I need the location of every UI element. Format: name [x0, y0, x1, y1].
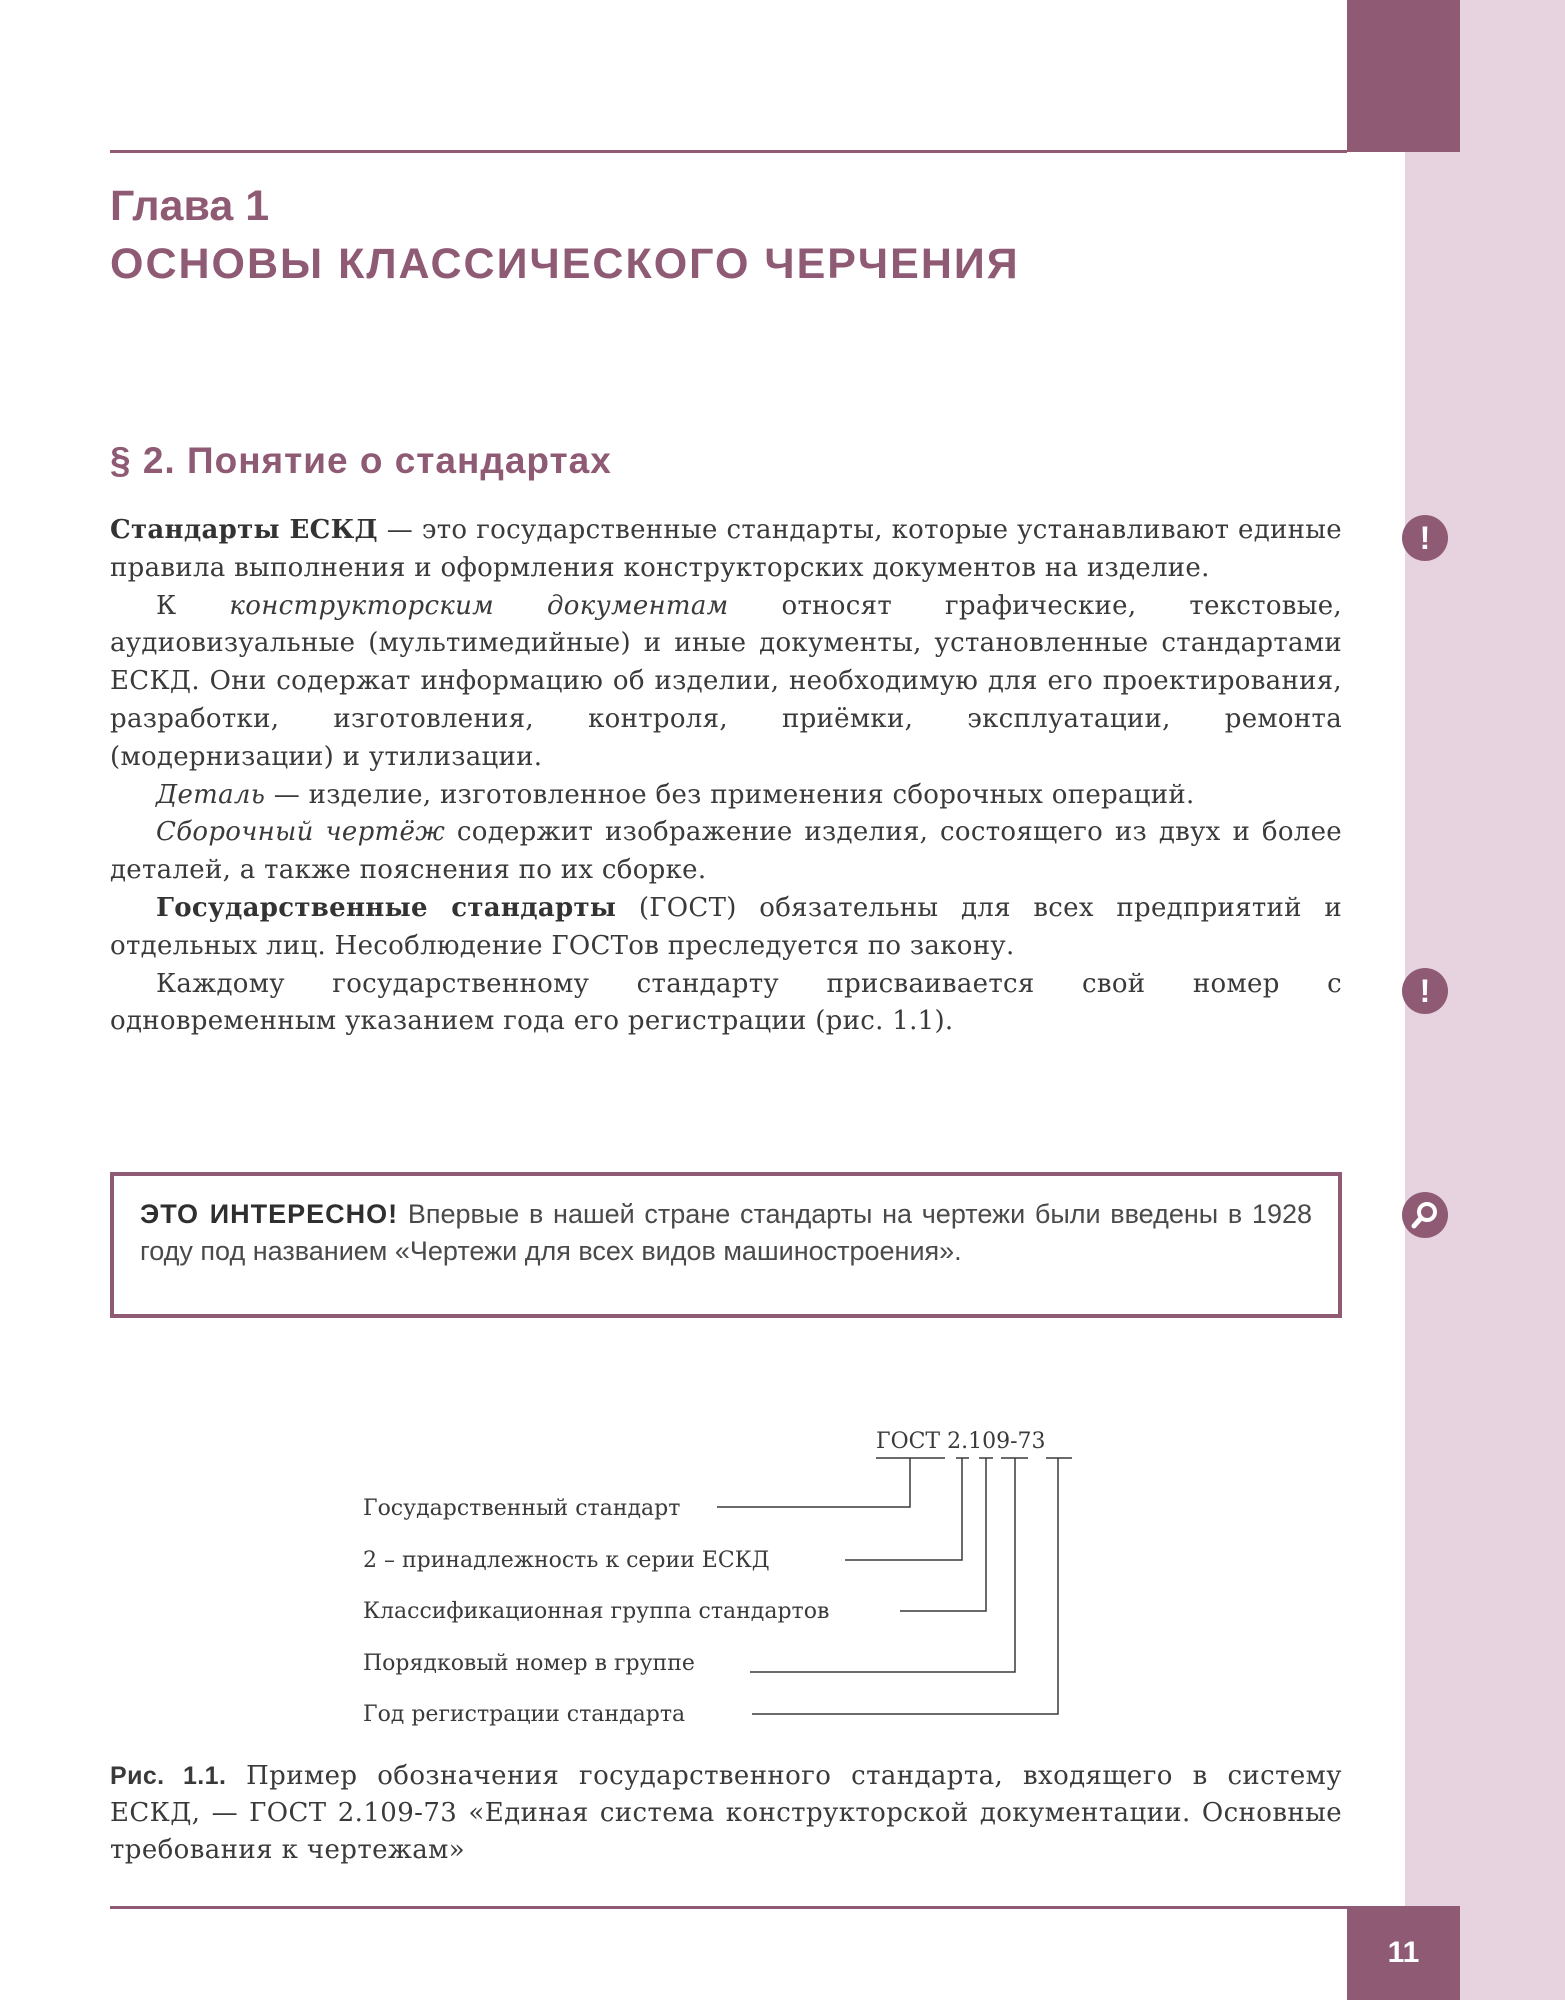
leader-line	[752, 1458, 1058, 1714]
paragraph-5: Государственные стандарты (ГОСТ) обязательны для всех предприятий и отдельных лиц. Несоблюдение ГОСТов преследуется по закону.	[110, 892, 1342, 961]
paragraph-6: Каждому государственному стандарту присваивается свой номер с одновременным указанием года его регистрации (рис. 1.1).	[110, 968, 1342, 1037]
leader-line	[845, 1458, 962, 1560]
figure-label: 2 – принадлежность к серии ЕСКД	[363, 1548, 770, 1573]
interest-label: ЭТО ИНТЕРЕСНО!	[140, 1199, 399, 1229]
gost-code: ГОСТ 2.109-73	[876, 1429, 1046, 1454]
paragraph-3: Деталь — изделие, изготовленное без применения сборочных операций.	[156, 779, 1195, 810]
paragraph-1: Стандарты ЕСКД — это государственные стандарты, которые устанавливают единые правила выполнения и оформления конструкторских документов на изделие.	[110, 515, 1342, 583]
figure-caption	[110, 1758, 1342, 1869]
term-assembly-drawing: Сборочный чертёж	[156, 817, 446, 848]
figure-label: Государственный стандарт	[363, 1496, 681, 1521]
term-design-documents: конструкторским документам	[229, 590, 729, 621]
caption-label: Рис. 1.1.	[110, 1762, 227, 1790]
leader-line	[900, 1458, 986, 1611]
section-title: § 2. Понятие о стандартах	[110, 440, 612, 481]
figure-label: Порядковый номер в группе	[363, 1651, 695, 1676]
exclamation-icon: !	[1402, 968, 1448, 1014]
term-eskd: Стандарты ЕСКД	[110, 515, 378, 545]
leader-line	[717, 1458, 910, 1507]
term-gost: Государственные стандарты	[156, 892, 617, 923]
caption-text: Пример обозначения государственного стандарта, входящего в систему ЕСКД, — ГОСТ 2.109-73 «Единая система конструкторской документации. Основные требования к чертежам»	[110, 1761, 1342, 1865]
interest-text: Впервые в нашей стране стандарты на чертежи были введены в 1928 году под названием «Чертежи для всех видов машиностроения».	[140, 1199, 1312, 1266]
leader-line	[750, 1458, 1015, 1672]
bottom-rule	[110, 1906, 1347, 1909]
figure-label: Классификационная группа стандартов	[363, 1599, 830, 1624]
chapter-number: Глава 1	[110, 182, 270, 230]
exclamation-icon: !	[1402, 515, 1448, 561]
chapter-title: ОСНОВЫ КЛАССИЧЕСКОГО ЧЕРЧЕНИЯ	[110, 240, 1020, 288]
term-part: Деталь	[156, 779, 266, 810]
page-number: 11	[1347, 1906, 1460, 2000]
figure-label: Год регистрации стандарта	[363, 1702, 686, 1727]
paragraph-2: К конструкторским документам относят графические, текстовые, аудиовизуальные (мультимедийные) и иные документы, установленные стандартами ЕСКД. Они содержат информацию об изделии, необходимую для его проектирования, разработки, изготовления, контроля, приёмки, эксплуатации, ремонта (модернизации) и утилизации.	[110, 590, 1342, 772]
paragraph-4: Сборочный чертёж содержит изображение изделия, состоящего из двух и более деталей, а также пояснения по их сборке.	[110, 817, 1342, 886]
